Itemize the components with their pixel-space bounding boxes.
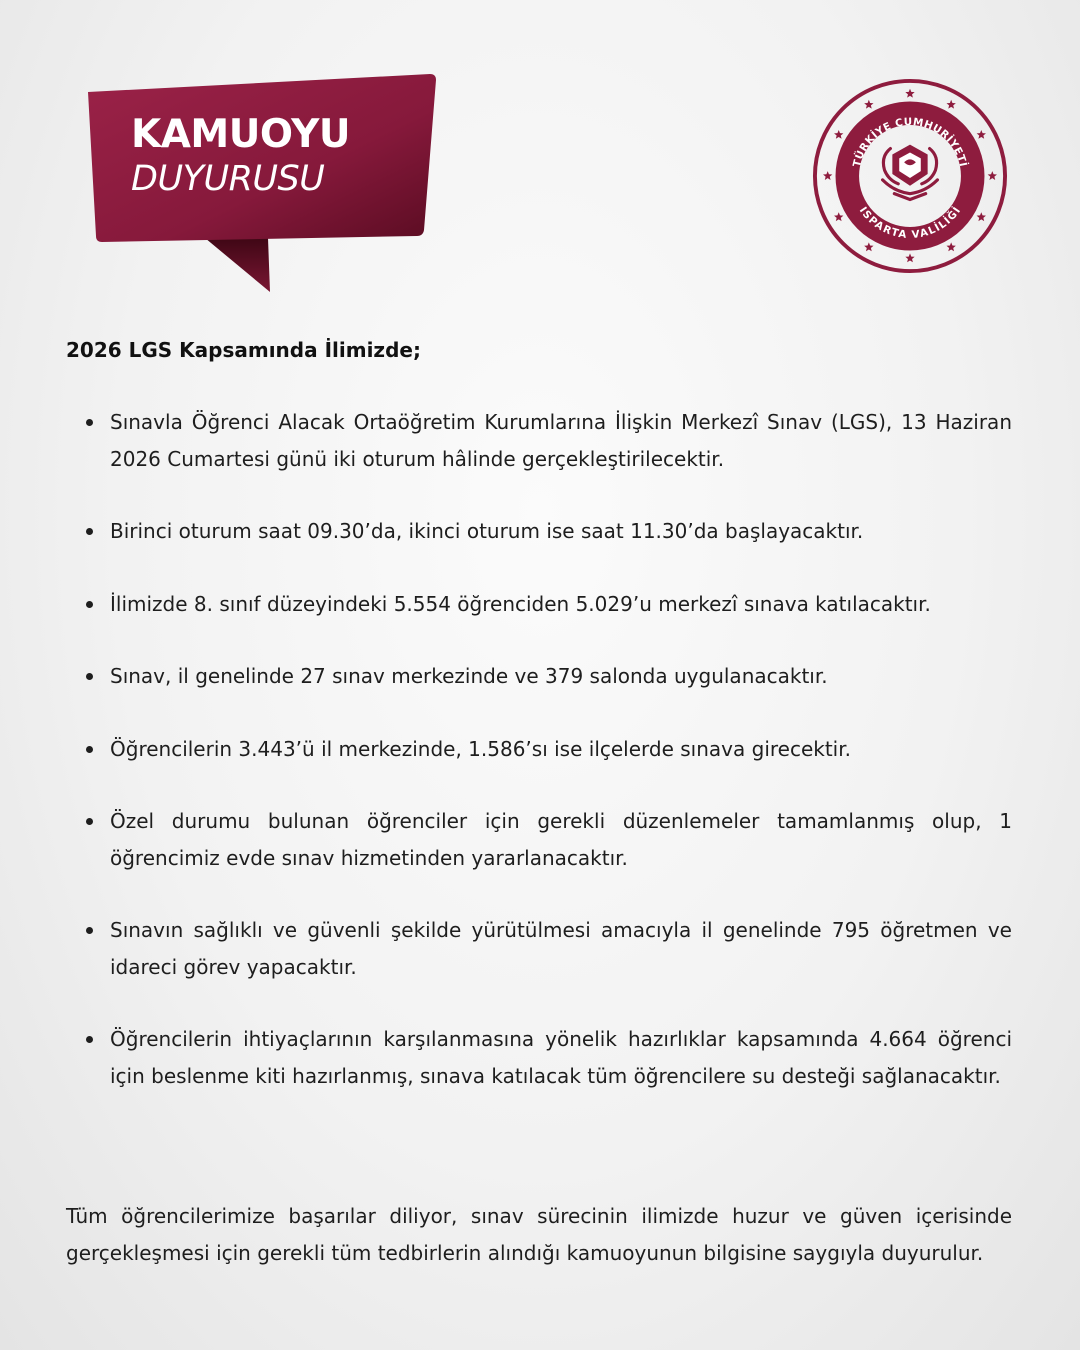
star-icon: [977, 212, 986, 221]
star-icon: [946, 242, 955, 251]
list-item: Sınav, il genelinde 27 sınav merkezinde ve 379 salonda uygulanacaktır.: [80, 658, 1012, 695]
list-item: İlimizde 8. sınıf düzeyindeki 5.554 öğrenciden 5.029’u merkezî sınava katılacaktır.: [80, 586, 1012, 623]
list-item: Birinci oturum saat 09.30’da, ikinci oturum ise saat 11.30’da başlayacaktır.: [80, 513, 1012, 550]
star-icon: [905, 89, 914, 98]
star-icon: [864, 100, 873, 109]
list-item: Öğrencilerin ihtiyaçlarının karşılanmasına yönelik hazırlıklar kapsamında 4.664 öğrenci için beslenme kiti hazırlanmış, sınava katılacak tüm öğrencilere su desteği sağlanacaktır.: [80, 1021, 1012, 1094]
announcement-list: [80, 404, 1012, 1094]
svg-text:ISPARTA VALİLİĞİ: ISPARTA VALİLİĞİ: [856, 204, 964, 242]
isparta-valiligi-seal: [812, 78, 1008, 274]
closing-paragraph: Tüm öğrencilerimize başarılar diliyor, sınav sürecinin ilimizde huzur ve güven içerisinde gerçekleşmesi için gerekli tüm tedbirlerin alındığı kamuoyunun bilgisine saygıyla duyurulur.: [66, 1204, 1012, 1265]
star-icon: [977, 130, 986, 139]
star-icon: [905, 253, 914, 262]
announcement-heading: 2026 LGS Kapsamında İlimizde;: [66, 338, 421, 362]
star-icon: [834, 130, 843, 139]
star-icon: [988, 171, 997, 180]
list-item: Öğrencilerin 3.443’ü il merkezinde, 1.586’sı ise ilçelerde sınava girecektir.: [80, 731, 1012, 768]
star-icon: [946, 100, 955, 109]
emblem-icon: [883, 145, 938, 200]
list-item: Sınavın sağlıklı ve güvenli şekilde yürütülmesi amacıyla il genelinde 795 öğretmen ve idareci görev yapacaktır.: [80, 912, 1012, 985]
star-icon: [823, 171, 832, 180]
star-icon: [834, 212, 843, 221]
banner-title: KAMUOYU: [131, 112, 351, 157]
list-item: Sınavla Öğrenci Alacak Ortaöğretim Kurumlarına İlişkin Merkezî Sınav (LGS), 13 Haziran 2026 Cumartesi günü iki oturum hâlinde gerçekleştirilecektir.: [80, 404, 1012, 477]
svg-text:TÜRKİYE CUMHURİYETİ: TÜRKİYE CUMHURİYETİ: [850, 115, 970, 169]
list-item: Özel durumu bulunan öğrenciler için gerekli düzenlemeler tamamlanmış olup, 1 öğrencimiz evde sınav hizmetinden yararlanacaktır.: [80, 803, 1012, 876]
star-icon: [864, 242, 873, 251]
banner-subtitle: DUYURUSU: [131, 159, 325, 199]
